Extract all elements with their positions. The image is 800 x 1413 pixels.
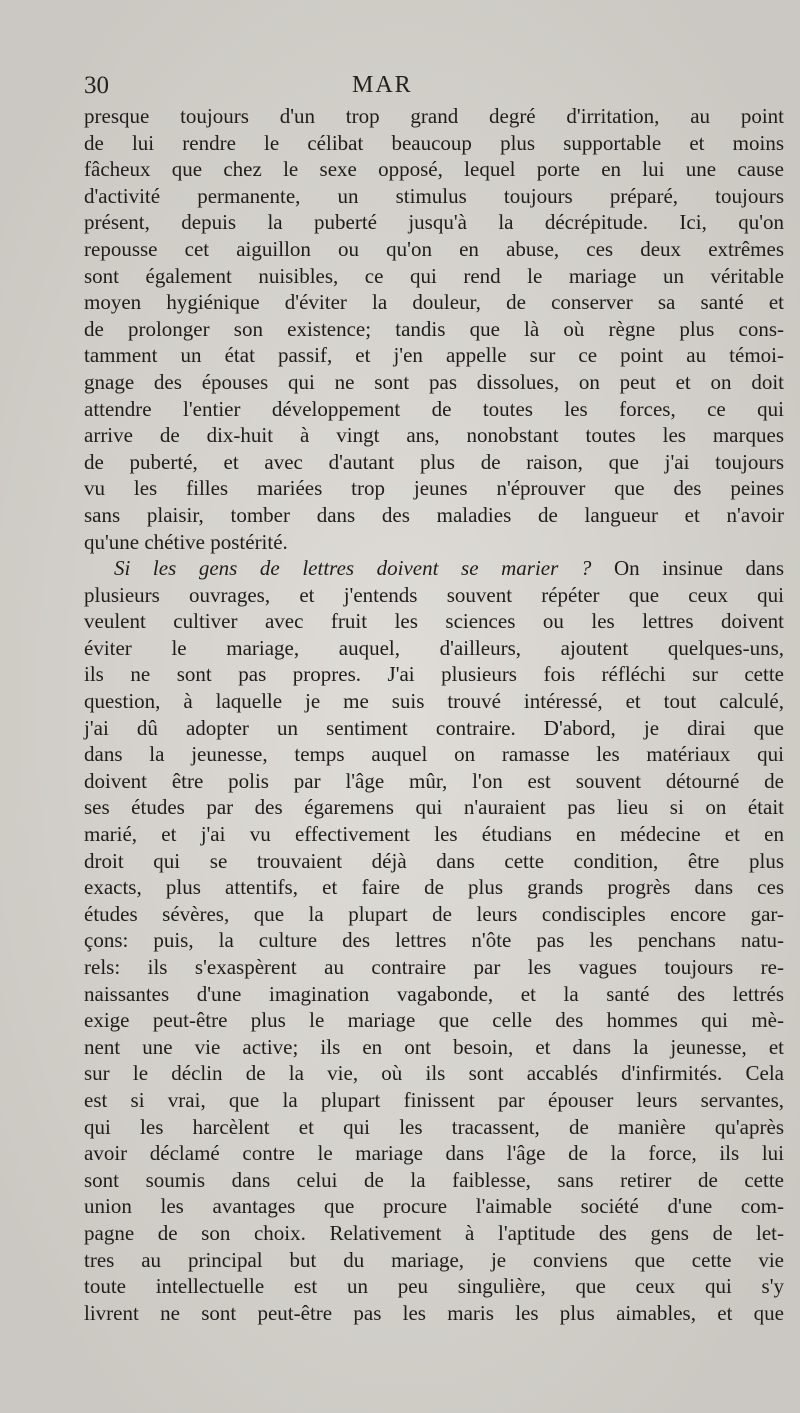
text-line: moyen hygiénique d'éviter la douleur, de conserver sa santé et bbox=[84, 290, 784, 315]
text-line: naissantes d'une imagination vagabonde, et la santé des lettrés bbox=[84, 981, 784, 1006]
text-line: d'activité permanente, un stimulus toujours préparé, toujours bbox=[84, 183, 784, 208]
text-line: gnage des épouses qui ne sont pas dissolues, on peut et on doit bbox=[84, 369, 784, 394]
text-line: nent une vie active; ils en ont besoin, et dans la jeunesse, et bbox=[84, 1034, 784, 1059]
text-line: sans plaisir, tomber dans des maladies de langueur et n'avoir bbox=[84, 502, 784, 527]
text-line: arrive de dix-huit à vingt ans, nonobstant toutes les marques bbox=[84, 423, 784, 448]
text-line: sont également nuisibles, ce qui rend le mariage un véritable bbox=[84, 263, 784, 288]
text-line: exige peut-être plus le mariage que celle des hommes qui mè- bbox=[84, 1008, 784, 1033]
text-line: j'ai dû adopter un sentiment contraire. D'abord, je dirai que bbox=[84, 715, 784, 740]
text-line: de lui rendre le célibat beaucoup plus supportable et moins bbox=[84, 130, 784, 155]
page-number: 30 bbox=[84, 72, 109, 99]
paragraph-opening-line bbox=[84, 555, 784, 582]
running-head bbox=[84, 72, 784, 102]
section-heading: Si les gens de lettres doivent se marier ? bbox=[114, 556, 592, 581]
text-line: pagne de son choix. Relativement à l'aptitude des gens de let- bbox=[84, 1220, 784, 1245]
running-title: MAR bbox=[352, 72, 413, 98]
text-line: avoir déclamé contre le mariage dans l'âge de la force, ils lui bbox=[84, 1141, 784, 1166]
text-line: vu les filles mariées trop jeunes n'éprouver que des peines bbox=[84, 476, 784, 501]
text-line: qu'une chétive postérité. bbox=[84, 529, 288, 554]
text-line: repousse cet aiguillon ou qu'on en abuse, ces deux extrêmes bbox=[84, 236, 784, 261]
text-line: exacts, plus attentifs, et faire de plus grands progrès dans ces bbox=[84, 875, 784, 900]
text-line: question, à laquelle je me suis trouvé intéressé, et tout calculé, bbox=[84, 689, 784, 714]
text-line: ses études par des égaremens qui n'auraient pas lieu si on était bbox=[84, 795, 784, 820]
text-line: sont soumis dans celui de la faiblesse, sans retirer de cette bbox=[84, 1167, 784, 1192]
text-line: qui les harcèlent et qui les tracassent, de manière qu'après bbox=[84, 1114, 784, 1139]
body-text bbox=[84, 103, 784, 1326]
text-line: études sévères, que la plupart de leurs condisciples encore gar- bbox=[84, 901, 784, 926]
text-line: tres au principal but du mariage, je conviens que cette vie bbox=[84, 1247, 784, 1272]
text-line: livrent ne sont peut-être pas les maris les plus aimables, et que bbox=[84, 1300, 784, 1325]
text-line: plusieurs ouvrages, et j'entends souvent répéter que ceux qui bbox=[84, 582, 784, 607]
text-line: éviter le mariage, auquel, d'ailleurs, ajoutent quelques-uns, bbox=[84, 635, 784, 660]
text-line: union les avantages que procure l'aimable société d'une com- bbox=[84, 1194, 784, 1219]
text-line: marié, et j'ai vu effectivement les étudians en médecine et en bbox=[84, 822, 784, 847]
text-line: veulent cultiver avec fruit les sciences ou les lettres doivent bbox=[84, 609, 784, 634]
text-line: dans la jeunesse, temps auquel on ramasse les matériaux qui bbox=[84, 742, 784, 767]
text-line: fâcheux que chez le sexe opposé, lequel porte en lui une cause bbox=[84, 157, 784, 182]
text-line: toute intellectuelle est un peu singulière, que ceux qui s'y bbox=[84, 1274, 784, 1299]
text-line: çons: puis, la culture des lettres n'ôte pas les penchans natu- bbox=[84, 928, 784, 953]
text-line: est si vrai, que la plupart finissent par épouser leurs servantes, bbox=[84, 1087, 784, 1112]
text-line: sur le déclin de la vie, où ils sont accablés d'infirmités. Cela bbox=[84, 1061, 784, 1086]
text-line: doivent être polis par l'âge mûr, l'on est souvent détourné de bbox=[84, 768, 784, 793]
text-line-rest: On insinue dans bbox=[591, 556, 785, 581]
text-line: présent, depuis la puberté jusqu'à la décrépitude. Ici, qu'on bbox=[84, 210, 784, 235]
text-line: presque toujours d'un trop grand degré d'irritation, au point bbox=[84, 104, 784, 128]
text-line: de puberté, et avec d'autant plus de raison, que j'ai toujours bbox=[84, 449, 784, 474]
text-line: tamment un état passif, et j'en appelle sur ce point au témoi- bbox=[84, 343, 784, 368]
text-line: droit qui se trouvaient déjà dans cette condition, être plus bbox=[84, 848, 784, 873]
text-line: rels: ils s'exaspèrent au contraire par les vagues toujours re- bbox=[84, 955, 784, 979]
paragraph-1 bbox=[84, 103, 784, 555]
text-line: de prolonger son existence; tandis que là où règne plus cons- bbox=[84, 316, 784, 341]
paragraph-2 bbox=[84, 555, 784, 1326]
text-line: attendre l'entier développement de toutes les forces, ce qui bbox=[84, 396, 784, 421]
text-line: ils ne sont pas propres. J'ai plusieurs fois réfléchi sur cette bbox=[84, 662, 784, 687]
